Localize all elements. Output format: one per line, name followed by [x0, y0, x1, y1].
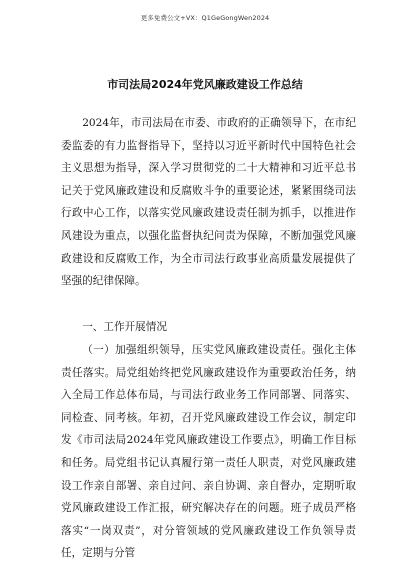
document-title: 市司法局2024年党风廉政建设工作总结: [107, 78, 303, 91]
body-paragraph: 2024年，市司法局在市委、市政府的正确领导下，在市纪委监委的有力监督指导下，坚持以习近平新时代中国特色社会主义思想为指导，深入学习贯彻党的二十大精神和习近平总书记关于党风廉政建设和反腐败斗争的重要论述，紧紧围绕司法行政中心工作，以落实党风廉政建设责任制为抓手，以推进作风建设为重点，以强化监督执纪问责为保障，不断加强党风廉政建设和反腐败工作，为全市司法行政事业高质量发展提供了坚强的纪律保障。: [61, 117, 356, 288]
header-note: 更多免费公文+VX：Q1GeGongWen2024: [140, 14, 270, 22]
section-heading: 一、工作开展情况: [82, 321, 167, 333]
body-paragraph: （一）加强组织领导，压实党风廉政建设责任。强化主体责任落实。局党组始终把党风廉政建设作为重要政治任务，纳入全局工作总体布局，与司法行政业务工作同部署、同落实、同检查、同考核。年初，召开党风廉政建设工作会议，制定印发《市司法局2024年党风廉政建设工作要点》，明确工作目标和任务。局党组书记认真履行第一责任人职责，对党风廉政建设工作亲自部署、亲自过问、亲自协调、亲自督办，定期听取党风廉政建设工作汇报，研究解决存在的问题。班子成员严格落实“一岗双责”，对分管领域的党风廉政建设工作负领导责任，定期与分管: [61, 344, 356, 560]
